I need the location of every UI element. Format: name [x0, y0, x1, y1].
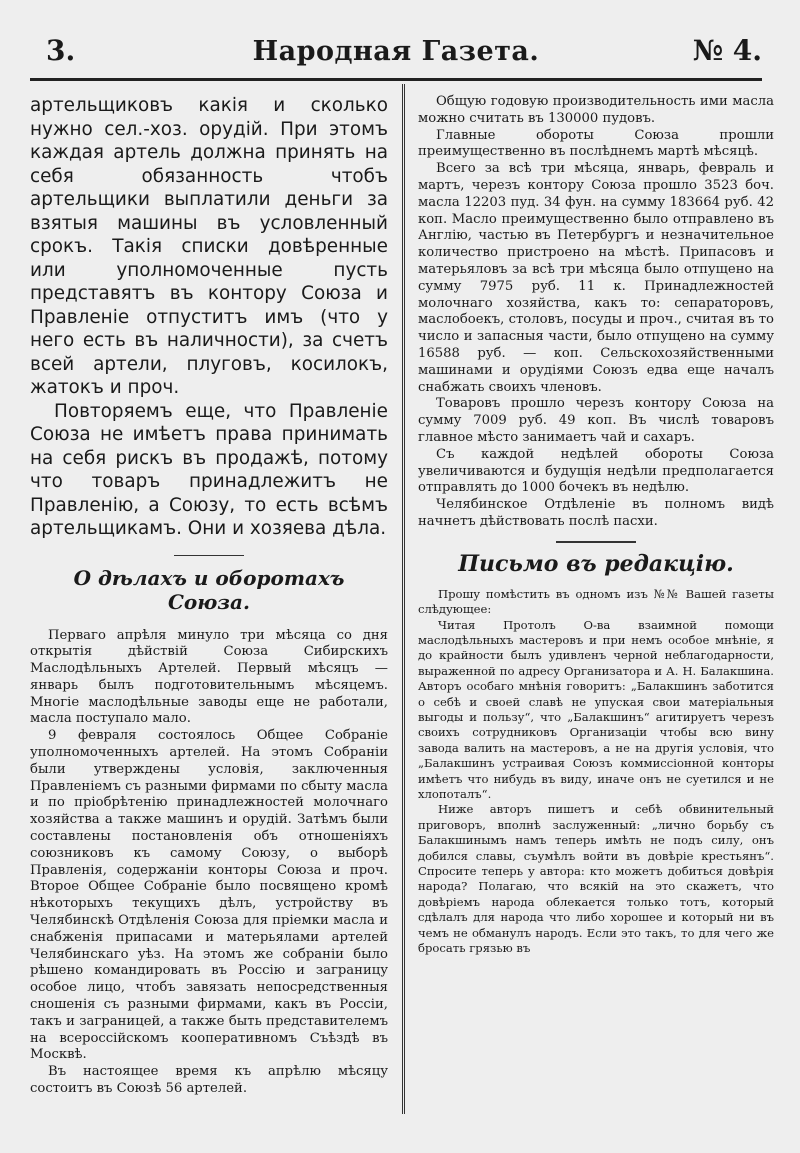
section-separator	[174, 555, 244, 556]
right-paragraph-6: Челябинское Отдѣленіе въ полномъ видѣ начнетъ дѣйствовать послѣ пасхи.	[418, 497, 774, 529]
right-paragraph-9: Ниже авторъ пишетъ и себѣ обвинительный приговоръ, вполнѣ заслуженный: „лично борьбу съ Балакшинымъ намъ теперь имѣть не подъ силу, онъ добился славы, съумѣлъ войти въ довѣріе крестьянъ“. Спросите теперь у автора: кто можетъ добиться довѣрія народа? Полагаю, что всякій на это скажетъ, что довѣріемъ народа облекается только тотъ, который сдѣлалъ для народа что либо хорошее и который ни въ чемъ не обманулъ народъ. Если это такъ, то для чего же бросать грязью въ	[418, 802, 774, 956]
right-paragraph-4: Товаровъ прошло черезъ контору Союза на сумму 7009 руб. 49 коп. Въ числѣ товаровъ главное мѣсто занимаетъ чай и сахаръ.	[418, 396, 774, 445]
newspaper-title: Народная Газета.	[252, 36, 540, 67]
left-paragraph-5: Въ настоящее время къ апрѣлю мѣсяцу состоитъ въ Союзѣ 56 артелей.	[30, 1064, 388, 1097]
section-heading-letter-to-editor: Письмо въ редакцію.	[458, 550, 734, 577]
column-divider	[402, 84, 405, 1114]
left-paragraph-1: артельщиковъ какія и сколько нужно сел.-хоз. орудій. При этомъ каждая артель должна принять на себя обязанность чтобъ артельщики выплатили деньги за взятыя машины въ условленный срокъ. Такія списки довѣренные или уполномоченные пусть представятъ въ контору Союза и Правленіе отпуститъ имъ (что у него есть въ наличности), за счетъ всей артели, плуговъ, косилокъ, жатокъ и проч.	[30, 95, 388, 398]
section-separator-right	[556, 541, 636, 543]
right-paragraph-2: Главные обороты Союза прошли преимущественно въ послѣднемъ мартѣ мѣсяцѣ.	[418, 127, 774, 160]
left-paragraph-3: Перваго апрѣля минуло три мѣсяца со дня открытія дѣйствій Союза Сибирскихъ Маслодѣльныхъ Артелей. Первый мѣсяцъ — январь былъ подготовительнымъ мѣсяцемъ. Многіе маслодѣльные заводы еще не работали, масла поступало мало.	[30, 627, 388, 727]
right-paragraph-1: Общую годовую производительность ими масла можно считать въ 130000 пудовъ.	[418, 94, 774, 126]
section-heading-union-affairs: О дѣлахъ и оборотахъ Союза.	[73, 565, 345, 614]
right-paragraph-3: Всего за всѣ три мѣсяца, январь, февраль и мартъ, черезъ контору Союза прошло 3523 боч. масла 12203 пуд. 34 фун. на сумму 183664 руб. 42 коп. Масло преимущественно было отправлено въ Англію, частью въ Петербургъ и незначительное количество пристроено на мѣстѣ. Припасовъ и матерьяловъ за всѣ три мѣсяца было отпущено на сумму 7975 руб. 11 к. Принадлежностей молочнаго хозяйства, какъ то: сепараторовъ, маслобоекъ, столовъ, посуды и проч., считая въ то число и запасныя части, было отпущено на сумму 16588 руб. — коп. Сельскохозяйственными машинами и орудіями Союзъ едва еще началъ снабжать своихъ членовъ.	[418, 161, 774, 395]
right-paragraph-8: Читая Протолъ О-ва взаимной помощи маслодѣльныхъ мастеровъ и при немъ особое мнѣніе, я до крайности былъ удивленъ черной неблагодарности, выраженной по адресу Организатора и А. Н. Балакшина. Авторъ особаго мнѣнія говоритъ: „Балакшинъ заботится о себѣ и своей славѣ не упуская свои матеріальныя выгоды и пользу“, что „Балакшинъ“ агитируетъ черезъ своихъ сотрудниковъ Организаціи чтобы всю вину завода валить на мастеровъ, а не на другія условія, что „Балакшинъ устраивая Союзъ коммиссіонной конторы имѣетъ что нибудь въ виду, иначе онъ не суетился и не хлопоталъ“.	[418, 617, 774, 801]
page-header	[30, 32, 762, 72]
left-column	[30, 94, 388, 1124]
issue-number: № 4.	[692, 34, 762, 67]
page-number: 3.	[46, 34, 76, 67]
header-rule	[30, 78, 762, 81]
right-paragraph-7: Прошу помѣстить въ одномъ изъ №№ Вашей газеты слѣдующее:	[418, 586, 774, 617]
right-column	[418, 94, 774, 1134]
left-paragraph-4: 9 февраля состоялось Общее Собраніе уполномоченныхъ артелей. На этомъ Собраніи были утверждены условія, заключенныя Правленіемъ съ разными фирмами по сбыту масла и по пріобрѣтенію принадлежностей молочнаго хозяйства а также машинъ и орудій. Затѣмъ были составлены постановленія объ отношеніяхъ союзниковъ къ самому Союзу, о выборѣ Правленія, содержаніи конторы Союза и проч. Второе Общее Собраніе было посвящено кромѣ нѣкоторыхъ текущихъ дѣлъ, устройству въ Челябинскѣ Отдѣленія Союза для пріемки масла и снабженія припасами и матерьялами артелей Челябинскаго уѣз. На этомъ же собраніи было рѣшено командировать въ Россію и заграницу особое лицо, чтобъ завязать непосредственныя сношенія съ разными фирмами, какъ въ Россіи, такъ и заграницей, а также быть представителемъ на всероссійскомъ кооперативномъ Съѣздѣ въ Москвѣ.	[30, 728, 388, 1063]
right-paragraph-5: Съ каждой недѣлей обороты Союза увеличиваются и будущія недѣли предполагается отправлять до 1000 бочекъ въ недѣлю.	[418, 446, 774, 496]
left-paragraph-2: Повторяемъ еще, что Правленіе Союза не имѣетъ права принимать на себя рискъ въ продажѣ, потому что товаръ принадлежитъ не Правленію, а Союзу, то есть всѣмъ артельщикамъ. Они и хозяева дѣла.	[30, 400, 388, 539]
